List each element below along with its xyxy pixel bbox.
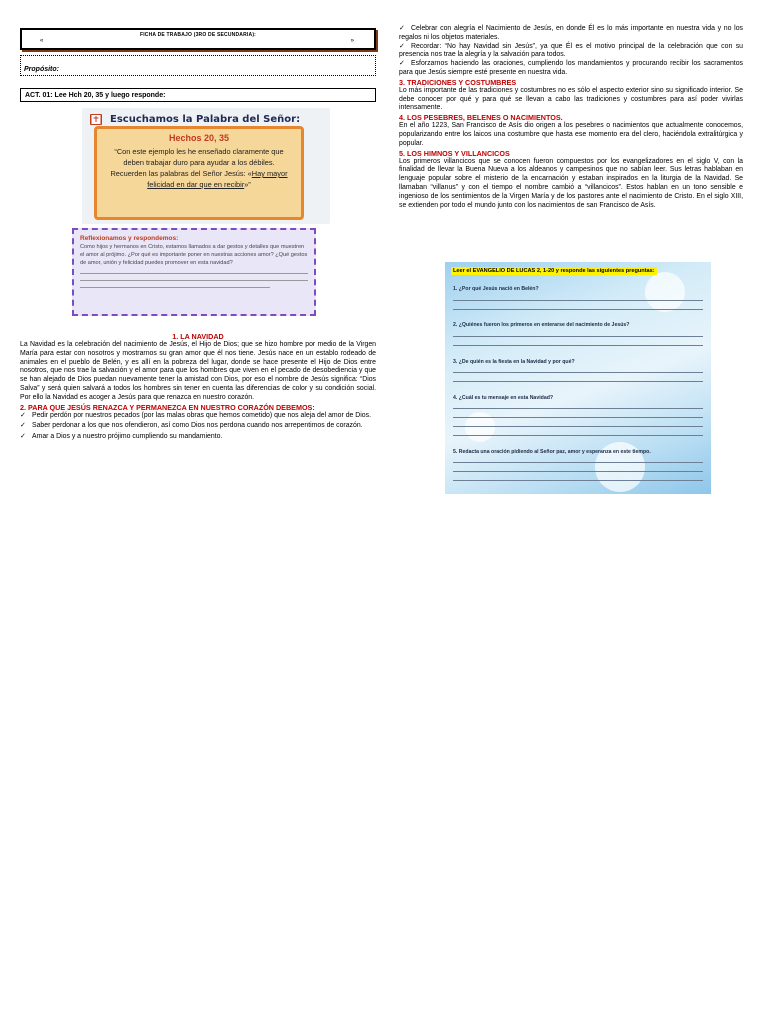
- answer-line[interactable]: [453, 408, 703, 409]
- section-title-tradiciones: 3. TRADICIONES Y COSTUMBRES: [399, 77, 517, 87]
- answer-line[interactable]: [453, 471, 703, 472]
- snow-decoration: [645, 272, 685, 312]
- check-icon: ✓: [20, 433, 26, 441]
- answer-line[interactable]: [453, 309, 703, 310]
- check-icon: ✓: [20, 422, 26, 430]
- left-column: [20, 28, 376, 442]
- gospel-questions-box: [445, 262, 711, 494]
- reflection-text: Como hijos y hermanos en Cristo, estamos llamados a dar gestos y detalles que muestren el amor al prójimo. ¿Por qué es importante poner en nuestras acciones amor? ¿Qué gestos de amor, unión y felicidad puedes promover en esta navidad?: [80, 244, 308, 266]
- answer-line[interactable]: [453, 336, 703, 337]
- quote-left: «: [40, 38, 44, 44]
- proposito-label: Propósito:: [24, 66, 59, 73]
- answer-line[interactable]: [453, 417, 703, 418]
- check-item: ✓ Saber perdonar a los que nos ofendieron, así como Dios nos perdona cuando nos arrepentimos de corazón.: [20, 422, 363, 430]
- question-5: 5. Redacta una oración pidiendo al Señor paz, amor y esperanza en este tiempo.: [453, 449, 651, 455]
- check-icon: ✓: [399, 25, 405, 32]
- answer-line[interactable]: [453, 345, 703, 346]
- answer-line[interactable]: [453, 381, 703, 382]
- answer-line[interactable]: [453, 435, 703, 436]
- bible-scroll: [94, 126, 304, 220]
- bible-icon: [88, 111, 104, 127]
- answer-line[interactable]: [453, 300, 703, 301]
- check-item: ✓ Amar a Dios y a nuestro prójimo cumpliendo su mandamiento.: [20, 433, 223, 441]
- question-2: 2. ¿Quiénes fueron los primeros en enterarse del nacimiento de Jesús?: [453, 322, 630, 328]
- answer-line[interactable]: [453, 372, 703, 373]
- answer-line[interactable]: [453, 462, 703, 463]
- bible-quote-highlight: Hay mayor felicidad en dar que en recibir: [147, 169, 288, 189]
- proposito-box: [20, 55, 376, 76]
- section-text-villancicos: Los primeros villancicos que se conocen fueron compuestos por los evangelizadores en el siglo V, con la finalidad de llevar la Buena Nueva a los aldeanos y campesinos que no sabían leer. Sus letras hablaban en lenguaje popular sobre el misterio de la encarnación y estaban inspirados en la liturgia de la Navidad. Se llamaban “villanus” y con el tiempo el nombre cambió a “villancicos”. Estos hablan en un tono sensible e ingenioso de los sentimientos de la Virgen María y de los pastores ante el nacimiento de Cristo. En el siglo XIII, se extienden por todo el mundo junto con los nacimientos de san Francisco de Asís.: [399, 157, 743, 209]
- check-item: ✓ Pedir perdón por nuestros pecados (por las malas obras que hemos cometido) que nos aleja del amor de Dios.: [20, 411, 371, 419]
- bible-card-title: Escuchamos la Palabra del Señor:: [110, 113, 301, 125]
- check-item: ✓ Recordar: “No hay Navidad sin Jesús”, ya que Él es el motivo principal de la celebración que con su presencia nos trae la alegría y la salvación para todos.: [399, 42, 743, 59]
- answer-line[interactable]: [80, 274, 308, 281]
- worksheet-title: FICHA DE TRABAJO (3RO DE SECUNDARIA):: [139, 32, 257, 38]
- check-item: ✓ Celebrar con alegría el Nacimiento de Jesús, en donde Él es lo más importante en nuestra vida y no los regalos ni los objetos materiales.: [399, 25, 743, 41]
- section-title-pesebres: 4. LOS PESEBRES, BELENES O NACIMIENTOS.: [399, 113, 563, 123]
- section-text-tradiciones: Lo más importante de las tradiciones y costumbres no es sólo el aspecto exterior sino su significado interior. Se debe conocer por qué y para qué se llevan a cabo las tradiciones y costumbres para así poder vivirlas intensamente.: [399, 86, 743, 112]
- bible-reference: Hechos 20, 35: [168, 133, 230, 143]
- answer-line[interactable]: [80, 267, 308, 274]
- question-3: 3. ¿De quién es la fiesta en la Navidad y por qué?: [453, 359, 575, 365]
- section-title-navidad: 1. LA NAVIDAD: [172, 332, 224, 341]
- right-column: [399, 25, 743, 210]
- section-text-pesebres: En el año 1223, San Francisco de Asís dio origen a los pesebres o nacimientos que actualmente conocemos, popularizando entre los laicos una costumbre que hasta ese momento era del clero, haciéndola extralitúrgica y popular.: [399, 122, 743, 147]
- check-icon: ✓: [399, 60, 405, 68]
- answer-line[interactable]: [453, 480, 703, 481]
- bible-card: [82, 108, 330, 224]
- activity-instruction: ACT. 01: Lee Hch 20, 35 y luego responde:: [20, 88, 376, 102]
- bible-quote: “Con este ejemplo les he enseñado claramente que deben trabajar duro para ayudar a los débiles. Recuerden las palabras del Señor Jesús: «Hay mayor felicidad en dar que en recibir»”: [110, 147, 288, 189]
- section-title-renazca: 2. PARA QUE JESÚS RENAZCA Y PERMANEZCA EN NUESTRO CORAZÓN DEBEMOS:: [20, 402, 315, 412]
- answer-line[interactable]: [453, 426, 703, 427]
- check-icon: ✓: [399, 42, 405, 50]
- check-item: ✓ Esforzarnos haciendo las oraciones, cumpliendo los mandamientos y procurando recibir los sacramentos para que Jesús siempre esté presente en nuestra vida.: [399, 60, 743, 76]
- answer-line[interactable]: [80, 281, 270, 288]
- quote-right: »: [350, 38, 354, 44]
- section-text-navidad: La Navidad es la celebración del nacimiento de Jesús, el Hijo de Dios; que se hizo hombre por medio de la Virgen María para estar con nosotros y mostrarnos su gran amor que él nos tiene. Jesús nace en un establo rodeado de animales en el pueblo de Belén, y es allí en la pobreza del lugar, donde se hace presente el Hijo de Dios entre nosotros, que nos trae la salvación y el amor para que los hombres que viven en el pecado de desobediencia y que se han alejado de Dios puedan nuevamente tener la amistad con Dios, por eso el nombre de Jesús significa: “Dios Salva” y será quien salvará a todos los hombres sin tener en cuenta las diferencias de color y su condición social. Por ello la Navidad es acoger a Jesús para que renazca en nuestro corazón.: [20, 341, 376, 401]
- gospel-instruction: Leer el EVANGELIO DE LUCAS 2, 1-20 y responde las siguientes preguntas:: [453, 268, 655, 274]
- question-1: 1. ¿Por qué Jesús nació en Belén?: [453, 286, 539, 292]
- check-icon: ✓: [20, 411, 26, 419]
- section-title-villancicos: 5. LOS HIMNOS Y VILLANCICOS: [399, 148, 510, 158]
- question-4: 4. ¿Cuál es tu mensaje en esta Navidad?: [453, 395, 554, 401]
- reflection-box: [72, 228, 316, 316]
- worksheet-header: [20, 28, 376, 50]
- reflection-title: Reflexionamos y respondemos:: [80, 235, 179, 242]
